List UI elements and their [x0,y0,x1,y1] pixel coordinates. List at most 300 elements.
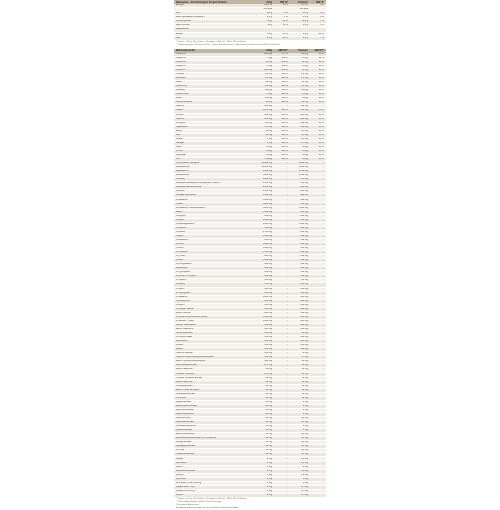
value-portion: 49 µg [302,97,308,100]
ri-100g: - [287,469,288,472]
value-portion: 2 mg [302,465,308,468]
nutrient-name: Brennnessel-Extrakt [176,364,197,367]
nutrient-name: Papain 6000 TU/g [176,485,195,488]
value-portion: 25 µg [302,64,308,67]
nutrient-name: L-Tyrosin-Hydrochlorid/Tyrosin [176,315,208,318]
nutrient-name: Vitamin K [176,64,186,67]
ri-portion: - [323,186,324,189]
value-portion: 260 mg [300,117,308,120]
ri-100g: - [287,412,288,415]
value-portion: 8 mg [302,404,308,407]
ri-100g: - [287,198,288,201]
value-100g: 115 mg [264,356,272,359]
ri-portion: - [323,234,324,237]
nutrient-name: Thiamin [176,73,185,76]
ri-portion: - [323,166,324,169]
ri-100g: 300 % [281,73,288,76]
ri-portion: - [323,396,324,399]
value-portion: 5 mg [302,429,308,432]
ri-portion: - [323,340,324,343]
value-portion: 160 mg [300,287,308,290]
value-portion: 585 mg [300,243,308,246]
ri-100g: - [287,360,288,363]
ri-portion: - [323,210,324,213]
value-portion: 9800 mg [299,162,308,165]
value-100g: 800 mg [264,117,272,120]
value-portion: 0,3 g [302,12,308,15]
nutrient-name: L-Valin [176,202,183,205]
ri-portion: - [323,299,324,302]
nutrient-name: L-Leucin [176,190,185,193]
micro-col-100g: 100g [266,49,272,53]
ri-portion: - [323,263,324,266]
value-100g: 300 mg [264,299,272,302]
value-portion: 145 mg [300,336,308,339]
value-portion: 170 mg [300,279,308,282]
value-portion: 5,9 mg [300,101,308,104]
value-portion: 4,6 mg [300,129,308,132]
value-portion: 0,4 g [302,36,308,39]
ri-portion: - [323,348,324,351]
value-100g: 6 mg [266,465,272,468]
nutrient-name: Energie [176,4,184,7]
ri-portion: 33 % [318,121,324,124]
ri-100g: - [287,182,288,185]
ri-portion: - [323,493,324,496]
ri-100g: - [287,356,288,359]
ri-100g: - [287,210,288,213]
nutrient-name: L-Lysin² [176,218,185,221]
ri-portion: 33 % [318,109,324,112]
nutrient-name: Tribulus Terrestris-Extrakt [176,376,203,379]
value-100g: 600 mg [264,311,272,314]
ri-100g: 300 % [281,101,288,104]
ri-100g: - [287,457,288,460]
value-portion: 1,6 mg [300,473,308,476]
value-portion: 810 mg [300,234,308,237]
ri-portion: - [323,206,324,209]
ri-100g: 100 % [281,64,288,67]
value-portion: 2,4 µg [301,93,308,96]
footnote: * Portion = 32,5 g (30 g Pulver + Fl.ingabe in 300 mL) • RM = 325 ml Wasser [176,40,247,43]
ri-portion: - [323,344,324,347]
value-portion: 4,6 g [302,24,308,27]
ri-100g: - [287,400,288,403]
ri-portion: - [323,202,324,205]
value-100g: 1500 mg [263,194,272,197]
value-portion: 228 mg [300,121,308,124]
ri-portion: 30 % [318,52,324,55]
ri-100g: - [287,332,288,335]
ri-portion: - [323,489,324,492]
value-100g: 15 mg [265,425,272,428]
value-100g: 500 mg [264,323,272,326]
value-100g: 12000 mg [261,166,272,169]
value-100g: 20 mg [265,421,272,424]
ri-portion: - [323,392,324,395]
value-100g: 2100 mg [263,190,272,193]
ri-portion: - [323,412,324,415]
value-100g: 650 mg [264,226,272,229]
value-portion: 210 mg [300,226,308,229]
ri-100g: - [287,336,288,339]
ri-portion: - [323,251,324,254]
value-portion: 3900 mg [299,166,308,169]
nutrient-name: Maltodextrin [176,170,189,173]
col-100g: 100g [266,0,272,4]
ri-100g: - [287,493,288,496]
ri-100g: - [287,445,288,448]
value-100g: 30 mg [265,388,272,391]
ri-100g: 100 % [281,113,288,116]
value-portion: 290 mg [300,307,308,310]
value-portion: 49 µg [302,158,308,161]
value-portion: 13 mg [301,392,308,395]
value-100g: 450 mg [264,336,272,339]
nutrient-name: Zeaxanthin-Extrakt [176,469,196,472]
ri-portion: - [323,222,324,225]
ri-100g: - [287,295,288,298]
ri-100g: - [287,315,288,318]
nutrient-name: Papain [176,457,184,460]
ri-100g: - [287,388,288,391]
value-100g: 2500 mg [263,182,272,185]
nutrient-name: Mangan [176,141,185,144]
ri-portion: - [323,453,324,456]
nutrient-name: davon Tribus Terrestris [176,388,200,391]
value-portion: 260 mg [300,214,308,217]
ri-portion: - [323,404,324,407]
nutrient-name: Kupfer [176,137,183,140]
nutrient-name: Rhodiola Rosea-Extrakt (3% Rosavine) [176,437,216,440]
value-100g: 2 mg [266,493,272,496]
value-100g: 2 mg [266,489,272,492]
ri-portion: - [323,218,324,221]
value-portion: 122 mg [300,125,308,128]
value-portion: 8 mg [302,412,308,415]
value-100g: 7,5 µg [265,93,272,96]
value-100g: 700 mg [264,121,272,124]
ingredient-table [174,162,326,498]
ri-100g: 18 % [282,4,288,7]
nutrient-name: Natrium [176,105,185,108]
ri-100g: 300 % [281,77,288,80]
value-100g: 2 mg [266,485,272,488]
nutrient-name: L-Carnitin / Trialin [176,319,194,322]
nutrient-name: L-Glutamin + Glutaminsäure [176,206,205,209]
ri-portion: - [323,190,324,193]
ri-100g: - [287,194,288,197]
footnote: ² Essentielle Aminosäure [176,503,199,506]
ri-100g: 1 % [284,16,288,19]
ri-100g: - [287,234,288,237]
value-100g: 1000 mg [263,295,272,298]
ri-portion: - [323,271,324,274]
ri-100g: - [287,384,288,387]
ri-portion: - [323,295,324,298]
ri-100g: 100 % [281,141,288,144]
value-portion: 8 mg [302,408,308,411]
nutrient-name: Vitamin A [176,52,186,55]
value-portion: 455 mg [300,247,308,250]
value-100g: 25 mg [265,408,272,411]
nutrient-name: L-Glycin [176,303,185,306]
ri-portion: - [323,481,324,484]
micro-table [174,53,326,162]
ri-100g: 300 % [281,81,288,84]
ri-portion: 33 % [318,64,324,67]
value-100g: 10 mg [265,449,272,452]
nutrient-name: Eisen [176,129,182,132]
value-portion: 6,5 mg [300,421,308,424]
ri-100g: - [287,392,288,395]
value-portion: 490 mg [300,194,308,197]
ri-100g: - [287,238,288,241]
ri-100g: 60 % [282,32,288,35]
value-portion: 5 mg [302,425,308,428]
nutrient-name: davon Carnitin [176,311,191,314]
value-portion: 22 mg [301,364,308,367]
nutrient-name: Jod [176,158,180,161]
ri-100g: - [287,299,288,302]
value-portion: 195 µg [300,89,308,92]
nutrition-title: Nährwerte – Fruit Energy K Tropen Protein [176,0,227,4]
value-portion: 100 mg [300,328,308,330]
value-portion: 3,3 mg [300,445,308,448]
ri-portion: 98 % [318,101,324,104]
value-100g: 1 mg [266,137,272,140]
value-100g: 5 mg [266,473,272,476]
nutrient-name: Alfarosmarin-Extrakt [176,404,197,407]
ri-100g: - [287,408,288,411]
value-100g: 75 µg [266,64,272,67]
value-portion: 0,7 mg [300,141,308,144]
value-portion: 455 mg [300,315,308,318]
nutrient-name: davon gesättigte Fettsäuren [176,16,205,19]
ri-portion: 98 % [318,89,324,92]
ri-100g: - [287,449,288,452]
ri-portion: 98 % [318,93,324,96]
value-100g: 1000 mg [263,319,272,322]
value-100g: 150 µg [264,97,272,100]
value-100g: 1700 mg [263,251,272,254]
ri-100g: 100 % [281,153,288,156]
value-100g: 0,8 g [266,12,272,15]
nutrient-name: Folsäure [176,89,185,92]
nutrient-name: Vitamin B12 [176,93,189,96]
ri-portion: 5 % [320,24,324,27]
ri-100g: - [287,178,288,181]
nutrient-name: L-Threonin² [176,251,188,254]
value-100g: 14 mg [265,129,272,132]
value-portion: 16 mg [301,376,308,379]
nutrient-name: Alanin [176,210,183,213]
value-100g: 500 mg [264,267,272,270]
value-100g: 1600 mg [263,259,272,262]
ri-portion: - [323,323,324,326]
nutrient-name: Lipase 2500 FIP/g [176,489,195,492]
value-portion: 33 mg [301,360,308,363]
value-portion: 325 mg [300,319,308,322]
nutrient-name: Coenzym Q10 [176,417,191,420]
value-100g: 10 mg [265,133,272,136]
value-100g: 650 mg [264,303,272,306]
value-portion: 520 mg [300,259,308,262]
value-portion: 3,3 mg [300,433,308,436]
value-100g: 5 µg [267,56,272,59]
nutrient-name: Betain [176,348,183,351]
value-100g: 4,2 mg [264,85,272,88]
ri-100g: - [287,323,288,326]
value-100g: 36 mg [265,60,272,63]
value-portion: 100 mg [300,299,308,302]
ri-portion: - [323,283,324,286]
value-100g: 1800 mg [263,243,272,246]
ri-portion: - [323,360,324,363]
nutrient-name: davon Catechine [176,328,194,330]
value-100g: 2500 mg [263,218,272,221]
value-100g: 900 mg [264,275,272,278]
value-100g: 55 µg [266,145,272,148]
value-100g: 48 mg [265,81,272,84]
value-portion: 105 mg [300,340,308,343]
nutrient-name: L-Tyrosin [176,255,186,258]
nutrient-name: Lycopin [176,473,184,476]
value-100g: 600 mg [264,238,272,241]
value-100g: 450 mg [264,271,272,274]
value-100g: 25 mg [265,404,272,407]
ri-100g: 16 % [282,24,288,27]
ri-100g: - [287,311,288,314]
value-100g: 3 mg [266,477,272,480]
ri-portion: - [323,182,324,185]
value-100g: 8 mg [266,457,272,460]
nutrient-name: Vitamin B6 [176,85,188,88]
ri-100g: 100 % [281,133,288,136]
value-100g: 20 mg [265,417,272,420]
ri-100g: 100 % [281,158,288,161]
nutrient-name: Grüner Tee-Extrakt [176,323,196,326]
value-100g: 3000 mg [263,178,272,181]
value-portion: 80 mg [301,332,308,335]
value-100g: 1400 mg [263,247,272,250]
ri-100g: - [287,105,288,108]
ri-portion: 98 % [318,81,324,84]
nutrient-name: R Phool [176,449,185,452]
value-portion: 3,3 mg [300,453,308,456]
value-portion: 975 mg [300,178,308,181]
value-100g: 150 µg [264,158,272,161]
value-100g: 4,2 mg [264,77,272,80]
value-100g: 225 mg [264,352,272,355]
nutrient-name: L-Histidin² [176,279,187,282]
value-portion: 16 mg [301,81,308,84]
ri-portion: - [323,400,324,403]
ri-portion: - [323,336,324,339]
value-100g: 2700 mg [263,230,272,233]
value-100g: 900 mg [264,263,272,266]
ri-100g: 100 % [281,56,288,59]
ri-portion: - [323,287,324,290]
ri-portion: 33 % [318,137,324,140]
nutrient-name: L-Serin [176,247,184,250]
value-100g: 1400 mg [263,315,272,318]
value-portion: 1,6 mg [300,469,308,472]
value-100g: 10 mg [265,445,272,448]
value-100g: 1500 kJ [263,4,272,7]
nutrient-name: Fett [176,12,180,15]
ri-portion: - [323,441,324,444]
ri-100g: - [287,255,288,258]
nutrient-name: L-Tryptophan² [176,271,191,274]
value-portion: 1,4 mg [300,77,308,80]
nutrient-name: Molkenproteinkonzentrat [176,186,202,189]
value-100g: 900 mg [264,307,272,310]
value-portion: 195 mg [300,238,308,241]
value-100g: 300 mg [264,348,272,351]
value-portion: 650 mg [300,186,308,189]
value-100g: 330 mg [264,340,272,343]
nutrient-name: Pantothensäure [176,101,193,104]
ri-portion: 98 % [318,77,324,80]
ri-100g: - [287,307,288,310]
nutrient-name: Grapefruit-Extrakt [176,453,195,456]
value-portion: 0,7 mg [300,485,308,488]
nutrient-name: L-Arginin² [176,214,186,217]
value-100g: 300 mg [264,328,272,330]
ri-portion: - [323,315,324,318]
nutrient-name: Glucoseaminsulfat [176,392,195,395]
nutrient-name: Calcium Citrat/Hydroxymethylbutyrat [176,356,214,359]
ri-portion: - [323,384,324,387]
ri-portion: - [323,170,324,173]
ri-100g: - [287,291,288,294]
value-portion: 18 µg [302,145,308,148]
value-100g: 500 mg [264,287,272,290]
ri-portion: - [323,319,324,322]
value-portion: 9,8 g [302,32,308,35]
nutrition-sheet [174,0,326,510]
ri-100g: - [287,174,288,177]
ri-portion: - [323,364,324,367]
value-100g: 40 µg [266,149,272,152]
ri-portion: - [323,429,324,432]
value-100g: 400 mg [264,105,272,108]
ri-100g: 100 % [281,109,288,112]
ri-100g: - [287,259,288,262]
nutrient-name: Kollagenhydrolysat [176,194,196,197]
value-100g: 5000 mg [263,206,272,209]
value-portion: 13 mg [301,396,308,399]
nutrient-name: L-Leucin² [176,230,186,233]
value-portion: 145 mg [300,271,308,274]
value-100g: 1400 mg [263,210,272,213]
micro-col-nrv: NRV%** [278,49,288,53]
value-100g: 67,5 mg [263,364,272,367]
value-portion: 1625 mg [299,206,308,209]
value-100g: 2000 mg [263,186,272,189]
ri-100g: 300 % [281,69,288,71]
ri-portion: - [323,461,324,464]
ri-100g: - [287,489,288,492]
ri-100g: - [287,230,288,233]
nutrient-name: Salz [176,36,181,39]
nutrient-name: Pepsin [176,493,184,496]
nutrient-name: Lutein [176,465,183,468]
value-portion: 130 mg [300,105,308,108]
value-portion: 240 µg [300,52,308,55]
value-portion: 12 mg [301,60,308,63]
